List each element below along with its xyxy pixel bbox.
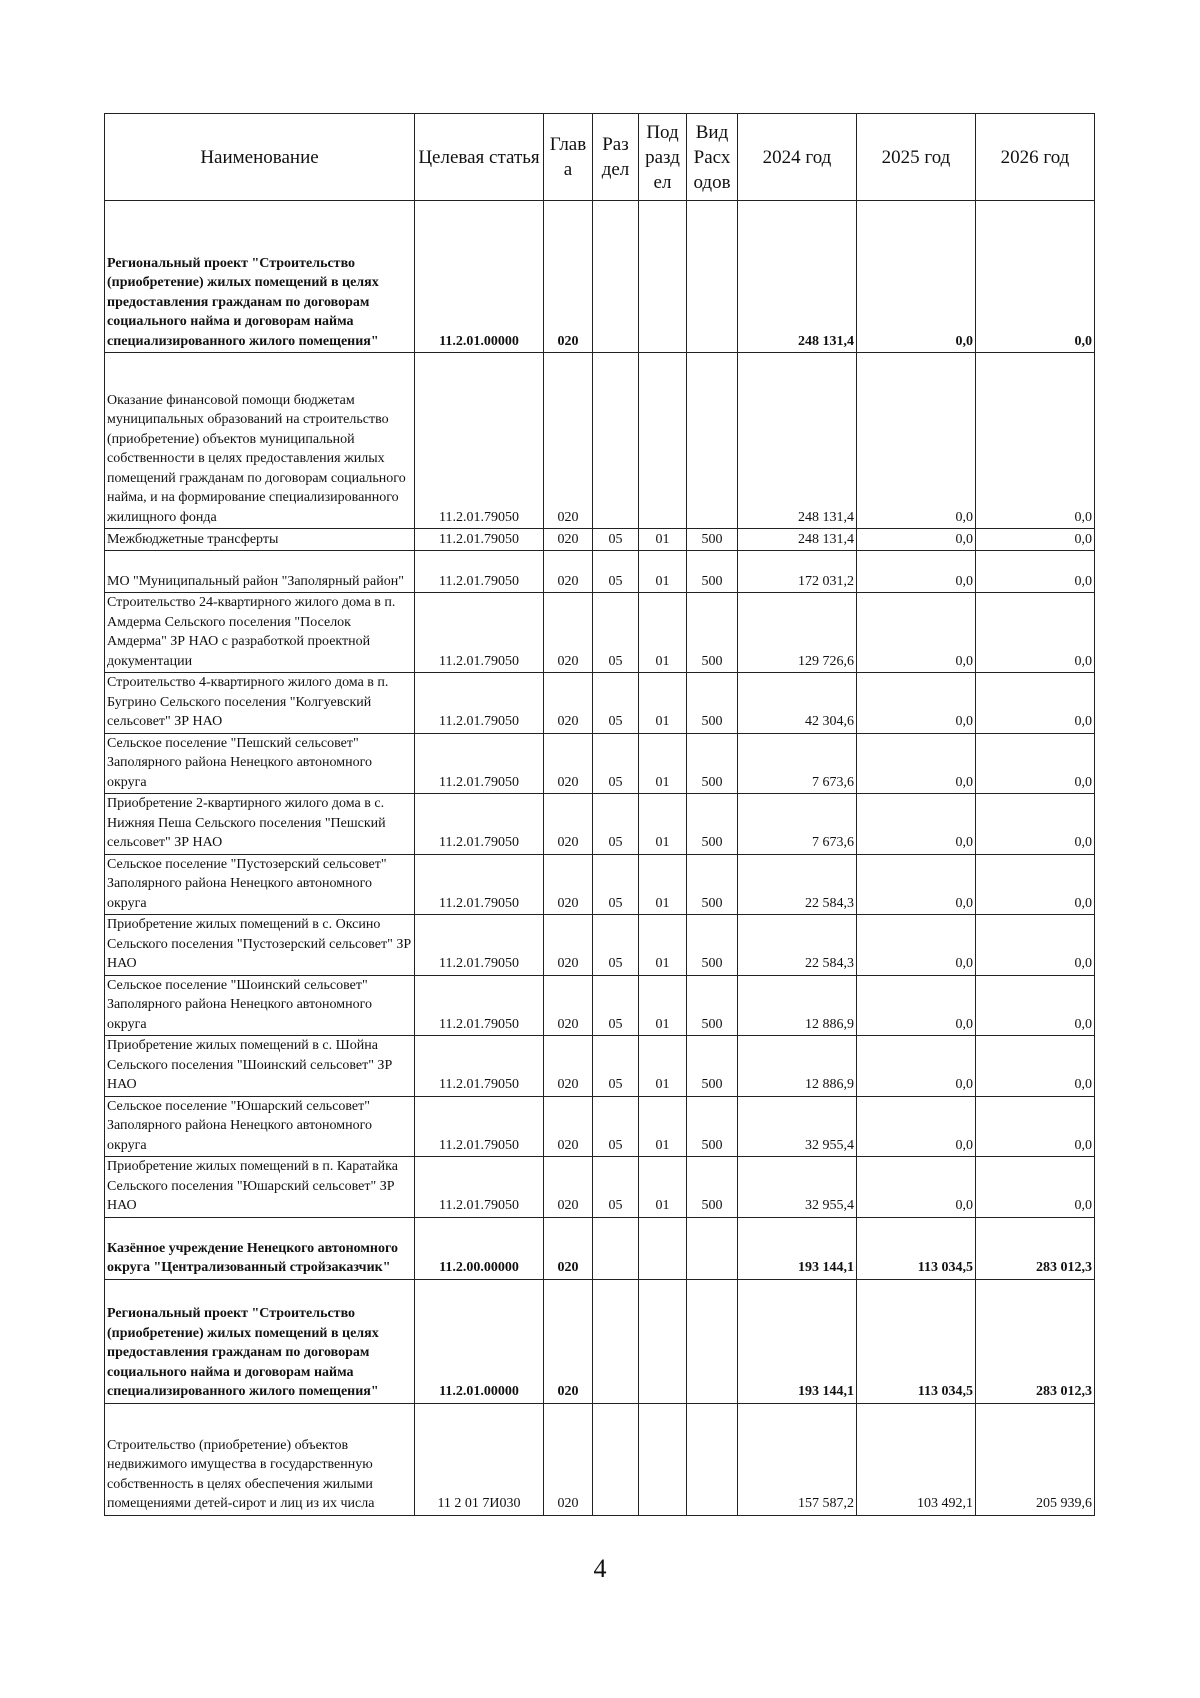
table-row xyxy=(105,673,1095,734)
cell-section: 05 xyxy=(593,1096,639,1157)
cell-name: Межбюджетные трансферты xyxy=(105,529,415,551)
cell-year-2026: 0,0 xyxy=(976,673,1095,734)
cell-subsection: 01 xyxy=(639,915,687,976)
cell-year-2026: 0,0 xyxy=(976,1096,1095,1157)
cell-name: Сельское поселение "Юшарский сельсовет" Заполярного района Ненецкого автономного округа xyxy=(105,1096,415,1157)
cell-year-2025: 0,0 xyxy=(857,353,976,529)
cell-subsection: 01 xyxy=(639,733,687,794)
cell-chapter: 020 xyxy=(544,975,593,1036)
cell-year-2026: 0,0 xyxy=(976,794,1095,855)
cell-name: Строительство (приобретение) объектов недвижимого имущества в государственную собственность в целях обеспечения жилыми помещениями детей-сирот и лиц из их числа xyxy=(105,1403,415,1515)
cell-chapter: 020 xyxy=(544,854,593,915)
cell-section: 05 xyxy=(593,529,639,551)
header-expense-type: Вид Расх одов xyxy=(687,114,738,201)
cell-year-2024: 248 131,4 xyxy=(738,353,857,529)
cell-section: 05 xyxy=(593,854,639,915)
cell-name: Приобретение жилых помещений в с. Оксино Сельского поселения "Пустозерский сельсовет" ЗР НАО xyxy=(105,915,415,976)
cell-expense-type: 500 xyxy=(687,794,738,855)
cell-expense-type: 500 xyxy=(687,1036,738,1097)
cell-subsection xyxy=(639,353,687,529)
cell-subsection: 01 xyxy=(639,529,687,551)
cell-name: Приобретение жилых помещений в п. Каратайка Сельского поселения "Юшарский сельсовет" ЗР НАО xyxy=(105,1157,415,1218)
cell-article: 11.2.01.79050 xyxy=(415,551,544,593)
cell-article: 11.2.01.79050 xyxy=(415,1096,544,1157)
table-row xyxy=(105,1279,1095,1403)
cell-year-2025: 0,0 xyxy=(857,915,976,976)
cell-chapter: 020 xyxy=(544,593,593,673)
header-chapter: Глав а xyxy=(544,114,593,201)
table-row xyxy=(105,593,1095,673)
table-header-row xyxy=(105,114,1095,201)
cell-year-2024: 12 886,9 xyxy=(738,975,857,1036)
cell-year-2025: 0,0 xyxy=(857,1096,976,1157)
cell-expense-type: 500 xyxy=(687,975,738,1036)
cell-year-2025: 0,0 xyxy=(857,551,976,593)
header-article: Целевая статья xyxy=(415,114,544,201)
cell-year-2025: 0,0 xyxy=(857,794,976,855)
header-year-2025: 2025 год xyxy=(857,114,976,201)
cell-section: 05 xyxy=(593,593,639,673)
cell-chapter: 020 xyxy=(544,1403,593,1515)
cell-year-2026: 0,0 xyxy=(976,551,1095,593)
cell-subsection: 01 xyxy=(639,1036,687,1097)
cell-expense-type xyxy=(687,353,738,529)
cell-year-2025: 0,0 xyxy=(857,854,976,915)
cell-year-2026: 0,0 xyxy=(976,733,1095,794)
cell-section: 05 xyxy=(593,794,639,855)
cell-section xyxy=(593,201,639,353)
cell-article: 11.2.01.00000 xyxy=(415,201,544,353)
cell-name: Региональный проект "Строительство (приобретение) жилых помещений в целях предоставления гражданам по договорам социального найма и договорам найма специализированного жилого помещения" xyxy=(105,201,415,353)
cell-chapter: 020 xyxy=(544,1279,593,1403)
cell-year-2025: 0,0 xyxy=(857,1157,976,1218)
cell-year-2025: 0,0 xyxy=(857,1036,976,1097)
header-year-2026: 2026 год xyxy=(976,114,1095,201)
cell-section: 05 xyxy=(593,551,639,593)
cell-expense-type xyxy=(687,201,738,353)
cell-name: Строительство 24-квартирного жилого дома в п. Амдерма Сельского поселения "Поселок Амдерма" ЗР НАО с разработкой проектной документации xyxy=(105,593,415,673)
cell-year-2024: 32 955,4 xyxy=(738,1096,857,1157)
cell-chapter: 020 xyxy=(544,353,593,529)
cell-year-2024: 7 673,6 xyxy=(738,733,857,794)
table-row xyxy=(105,1217,1095,1279)
cell-name: Сельское поселение "Пустозерский сельсовет" Заполярного района Ненецкого автономного округа xyxy=(105,854,415,915)
cell-name: Региональный проект "Строительство (приобретение) жилых помещений в целях предоставления гражданам по договорам социального найма и договорам найма специализированного жилого помещения" xyxy=(105,1279,415,1403)
cell-section: 05 xyxy=(593,915,639,976)
header-year-2024: 2024 год xyxy=(738,114,857,201)
cell-subsection: 01 xyxy=(639,551,687,593)
cell-expense-type: 500 xyxy=(687,915,738,976)
cell-chapter: 020 xyxy=(544,915,593,976)
cell-year-2026: 205 939,6 xyxy=(976,1403,1095,1515)
table-row xyxy=(105,1403,1095,1515)
cell-year-2025: 113 034,5 xyxy=(857,1279,976,1403)
cell-expense-type: 500 xyxy=(687,1157,738,1218)
cell-article: 11.2.01.79050 xyxy=(415,733,544,794)
table-row xyxy=(105,551,1095,593)
cell-year-2025: 0,0 xyxy=(857,733,976,794)
cell-section xyxy=(593,1279,639,1403)
cell-article: 11 2 01 7И030 xyxy=(415,1403,544,1515)
cell-article: 11.2.01.79050 xyxy=(415,673,544,734)
cell-year-2024: 193 144,1 xyxy=(738,1279,857,1403)
table-row xyxy=(105,1096,1095,1157)
table-row xyxy=(105,733,1095,794)
cell-year-2025: 113 034,5 xyxy=(857,1217,976,1279)
table-row xyxy=(105,854,1095,915)
cell-article: 11.2.01.79050 xyxy=(415,975,544,1036)
cell-year-2024: 22 584,3 xyxy=(738,915,857,976)
cell-name: Приобретение 2-квартирного жилого дома в с. Нижняя Пеша Сельского поселения "Пешский сельсовет" ЗР НАО xyxy=(105,794,415,855)
table-row xyxy=(105,353,1095,529)
cell-article: 11.2.01.79050 xyxy=(415,353,544,529)
cell-year-2024: 248 131,4 xyxy=(738,201,857,353)
cell-year-2025: 0,0 xyxy=(857,201,976,353)
cell-year-2024: 193 144,1 xyxy=(738,1217,857,1279)
cell-chapter: 020 xyxy=(544,1036,593,1097)
cell-subsection: 01 xyxy=(639,1157,687,1218)
cell-year-2025: 103 492,1 xyxy=(857,1403,976,1515)
cell-subsection: 01 xyxy=(639,593,687,673)
cell-section: 05 xyxy=(593,733,639,794)
cell-subsection: 01 xyxy=(639,1096,687,1157)
table-row xyxy=(105,1036,1095,1097)
cell-subsection: 01 xyxy=(639,794,687,855)
table-row xyxy=(105,529,1095,551)
cell-year-2026: 0,0 xyxy=(976,854,1095,915)
cell-year-2025: 0,0 xyxy=(857,593,976,673)
cell-section xyxy=(593,1217,639,1279)
cell-subsection: 01 xyxy=(639,673,687,734)
cell-expense-type xyxy=(687,1279,738,1403)
cell-year-2026: 283 012,3 xyxy=(976,1217,1095,1279)
cell-year-2024: 172 031,2 xyxy=(738,551,857,593)
cell-section: 05 xyxy=(593,975,639,1036)
cell-name: Оказание финансовой помощи бюджетам муниципальных образований на строительство (приобретение) объектов муниципальной собственности в целях предоставления жилых помещений гражданам по договорам социального найма, и на формирование специализированного жилищного фонда xyxy=(105,353,415,529)
cell-year-2024: 32 955,4 xyxy=(738,1157,857,1218)
cell-article: 11.2.00.00000 xyxy=(415,1217,544,1279)
cell-expense-type: 500 xyxy=(687,854,738,915)
cell-subsection xyxy=(639,1279,687,1403)
cell-article: 11.2.01.79050 xyxy=(415,529,544,551)
cell-chapter: 020 xyxy=(544,201,593,353)
cell-section: 05 xyxy=(593,673,639,734)
cell-year-2024: 42 304,6 xyxy=(738,673,857,734)
cell-name: МО "Муниципальный район "Заполярный район" xyxy=(105,551,415,593)
cell-name: Сельское поселение "Шоинский сельсовет" Заполярного района Ненецкого автономного округа xyxy=(105,975,415,1036)
cell-year-2025: 0,0 xyxy=(857,529,976,551)
cell-article: 11.2.01.79050 xyxy=(415,1157,544,1218)
cell-year-2026: 0,0 xyxy=(976,529,1095,551)
cell-year-2024: 12 886,9 xyxy=(738,1036,857,1097)
table-row xyxy=(105,915,1095,976)
cell-name: Приобретение жилых помещений в с. Шойна Сельского поселения "Шоинский сельсовет" ЗР НАО xyxy=(105,1036,415,1097)
cell-article: 11.2.01.79050 xyxy=(415,915,544,976)
cell-expense-type: 500 xyxy=(687,733,738,794)
cell-year-2026: 0,0 xyxy=(976,915,1095,976)
cell-year-2026: 0,0 xyxy=(976,201,1095,353)
cell-expense-type: 500 xyxy=(687,673,738,734)
page-number: 4 xyxy=(593,1554,607,1583)
table-row xyxy=(105,975,1095,1036)
cell-chapter: 020 xyxy=(544,794,593,855)
cell-chapter: 020 xyxy=(544,1217,593,1279)
cell-year-2026: 0,0 xyxy=(976,353,1095,529)
cell-name: Сельское поселение "Пешский сельсовет" Заполярного района Ненецкого автономного округа xyxy=(105,733,415,794)
cell-article: 11.2.01.79050 xyxy=(415,1036,544,1097)
cell-expense-type xyxy=(687,1217,738,1279)
cell-article: 11.2.01.79050 xyxy=(415,854,544,915)
header-name: Наименование xyxy=(105,114,415,201)
cell-year-2026: 283 012,3 xyxy=(976,1279,1095,1403)
cell-name: Казённое учреждение Ненецкого автономного округа "Централизованный стройзаказчик" xyxy=(105,1217,415,1279)
cell-name: Строительство 4-квартирного жилого дома в п. Бугрино Сельского поселения "Колгуевский сельсовет" ЗР НАО xyxy=(105,673,415,734)
cell-year-2024: 157 587,2 xyxy=(738,1403,857,1515)
cell-section xyxy=(593,1403,639,1515)
cell-section xyxy=(593,353,639,529)
cell-year-2026: 0,0 xyxy=(976,1036,1095,1097)
cell-year-2026: 0,0 xyxy=(976,1157,1095,1218)
cell-expense-type: 500 xyxy=(687,551,738,593)
cell-chapter: 020 xyxy=(544,673,593,734)
table-body xyxy=(105,201,1095,1516)
cell-year-2024: 22 584,3 xyxy=(738,854,857,915)
header-section: Раз дел xyxy=(593,114,639,201)
cell-subsection xyxy=(639,201,687,353)
cell-year-2025: 0,0 xyxy=(857,673,976,734)
cell-subsection xyxy=(639,1403,687,1515)
cell-chapter: 020 xyxy=(544,529,593,551)
cell-chapter: 020 xyxy=(544,733,593,794)
cell-year-2024: 248 131,4 xyxy=(738,529,857,551)
cell-year-2025: 0,0 xyxy=(857,975,976,1036)
cell-article: 11.2.01.79050 xyxy=(415,593,544,673)
cell-expense-type: 500 xyxy=(687,593,738,673)
cell-section: 05 xyxy=(593,1036,639,1097)
cell-article: 11.2.01.00000 xyxy=(415,1279,544,1403)
cell-section: 05 xyxy=(593,1157,639,1218)
cell-year-2024: 7 673,6 xyxy=(738,794,857,855)
cell-chapter: 020 xyxy=(544,551,593,593)
cell-article: 11.2.01.79050 xyxy=(415,794,544,855)
cell-year-2026: 0,0 xyxy=(976,975,1095,1036)
budget-table xyxy=(104,113,1095,1516)
cell-year-2024: 129 726,6 xyxy=(738,593,857,673)
cell-subsection: 01 xyxy=(639,854,687,915)
cell-expense-type: 500 xyxy=(687,1096,738,1157)
cell-subsection xyxy=(639,1217,687,1279)
cell-chapter: 020 xyxy=(544,1157,593,1218)
table-row xyxy=(105,1157,1095,1218)
cell-chapter: 020 xyxy=(544,1096,593,1157)
cell-subsection: 01 xyxy=(639,975,687,1036)
header-subsection: Под разд ел xyxy=(639,114,687,201)
cell-expense-type: 500 xyxy=(687,529,738,551)
table-row xyxy=(105,794,1095,855)
table-row xyxy=(105,201,1095,353)
cell-year-2026: 0,0 xyxy=(976,593,1095,673)
cell-expense-type xyxy=(687,1403,738,1515)
